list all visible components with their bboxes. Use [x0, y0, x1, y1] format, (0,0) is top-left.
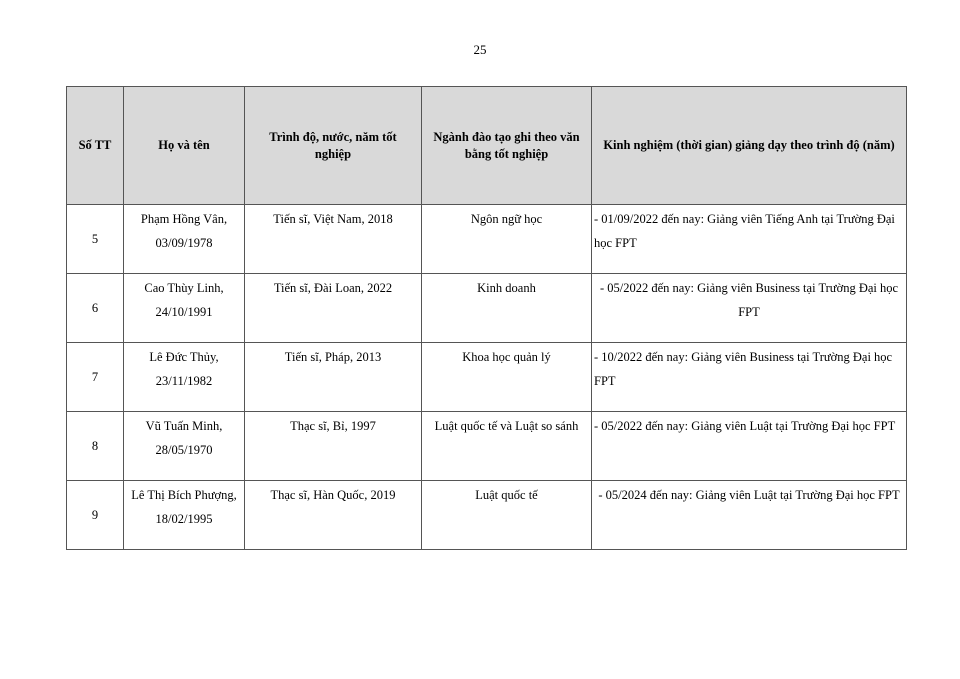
cell-no: 6 — [67, 274, 124, 343]
header-degree: Trình độ, nước, năm tốt nghiệp — [245, 87, 422, 205]
cell-major: Luật quốc tế — [422, 481, 592, 550]
cell-name — [124, 274, 245, 343]
cell-degree: Tiến sĩ, Pháp, 2013 — [245, 343, 422, 412]
cell-experience: - 05/2022 đến nay: Giảng viên Business tại Trường Đại học FPT — [592, 274, 907, 343]
name-text: Lê Thị Bích Phượng, — [131, 488, 237, 502]
table-header-row — [67, 87, 907, 205]
cell-experience: - 05/2022 đến nay: Giảng viên Luật tại Trường Đại học FPT — [592, 412, 907, 481]
cell-degree: Tiến sĩ, Việt Nam, 2018 — [245, 205, 422, 274]
table-row — [67, 343, 907, 412]
cell-no: 5 — [67, 205, 124, 274]
cell-major: Ngôn ngữ học — [422, 205, 592, 274]
cell-experience: - 10/2022 đến nay: Giảng viên Business tại Trường Đại học FPT — [592, 343, 907, 412]
name-text: Lê Đức Thủy, — [149, 350, 219, 364]
cell-no: 7 — [67, 343, 124, 412]
dob-text: 03/09/1978 — [155, 236, 213, 250]
cell-experience: - 01/09/2022 đến nay: Giảng viên Tiếng Anh tại Trường Đại học FPT — [592, 205, 907, 274]
dob-text: 18/02/1995 — [155, 512, 213, 526]
cell-no: 8 — [67, 412, 124, 481]
name-text: Phạm Hồng Vân, — [140, 212, 228, 226]
cell-name — [124, 412, 245, 481]
cell-degree: Thạc sĩ, Hàn Quốc, 2019 — [245, 481, 422, 550]
cell-name — [124, 481, 245, 550]
cell-name — [124, 343, 245, 412]
cell-name — [124, 205, 245, 274]
name-text: Cao Thùy Linh, — [144, 281, 224, 295]
cell-degree: Tiến sĩ, Đài Loan, 2022 — [245, 274, 422, 343]
dob-text: 23/11/1982 — [155, 374, 213, 388]
cell-major: Kinh doanh — [422, 274, 592, 343]
table-row — [67, 205, 907, 274]
lecturer-table — [66, 86, 907, 550]
cell-degree: Thạc sĩ, Bỉ, 1997 — [245, 412, 422, 481]
name-text: Vũ Tuấn Minh, — [145, 419, 223, 433]
header-no: Số TT — [67, 87, 124, 205]
header-name: Họ và tên — [124, 87, 245, 205]
header-experience: Kinh nghiệm (thời gian) giảng dạy theo trình độ (năm) — [592, 87, 907, 205]
table-row — [67, 481, 907, 550]
page-number: 25 — [473, 42, 487, 57]
dob-text: 28/05/1970 — [155, 443, 213, 457]
cell-experience: - 05/2024 đến nay: Giảng viên Luật tại Trường Đại học FPT — [592, 481, 907, 550]
dob-text: 24/10/1991 — [155, 305, 213, 319]
table-row — [67, 412, 907, 481]
cell-major: Luật quốc tế và Luật so sánh — [422, 412, 592, 481]
cell-no: 9 — [67, 481, 124, 550]
table-row — [67, 274, 907, 343]
cell-major: Khoa học quản lý — [422, 343, 592, 412]
header-major: Ngành đào tạo ghi theo văn bằng tốt nghiệp — [422, 87, 592, 205]
